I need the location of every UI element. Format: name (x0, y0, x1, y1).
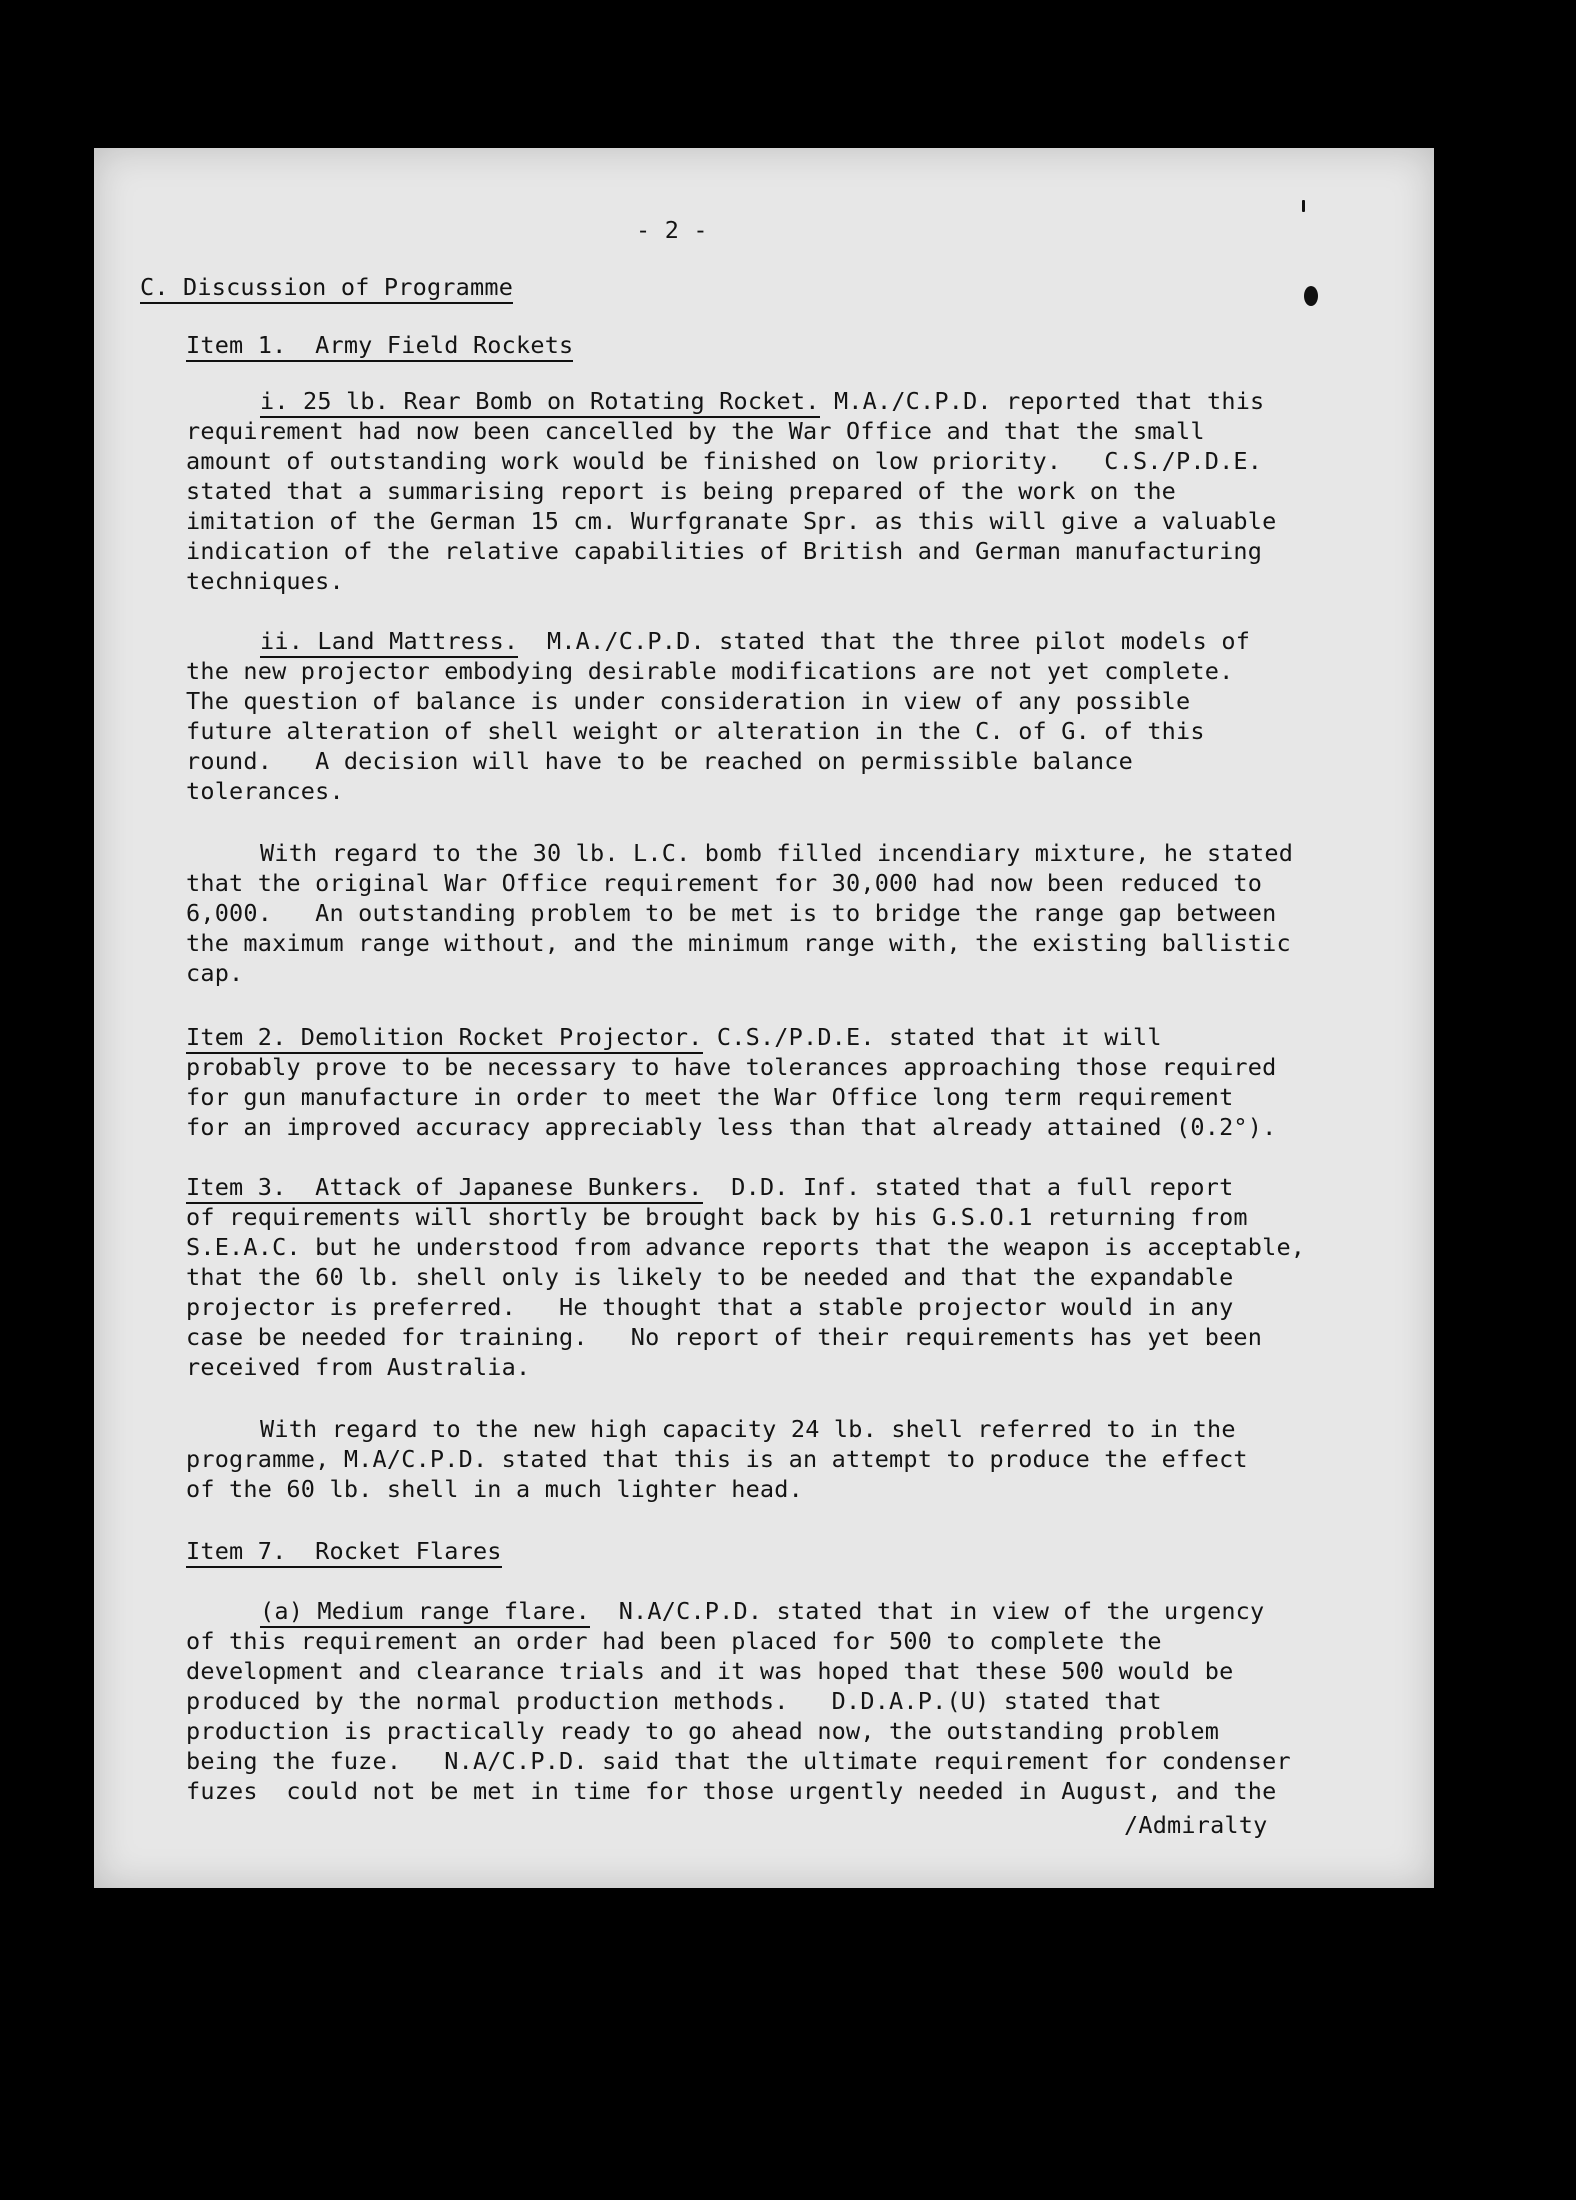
text-line: that the 60 lb. shell only is likely to be needed and that the expandable (186, 1263, 1234, 1291)
text-line: projector is preferred. He thought that a stable projector would in any (186, 1293, 1234, 1321)
text-line: 6,000. An outstanding problem to be met is to bridge the range gap between (186, 899, 1277, 927)
text-line: With regard to the 30 lb. L.C. bomb filled incendiary mixture, he stated (260, 839, 1294, 867)
text-line: of this requirement an order had been placed for 500 to complete the (186, 1627, 1162, 1655)
text-line: fuzes could not be met in time for those urgently needed in August, and the (186, 1777, 1277, 1805)
text-line: amount of outstanding work would be finished on low priority. C.S./P.D.E. (186, 447, 1263, 475)
section-heading (140, 272, 513, 302)
text-line: development and clearance trials and it was hoped that these 500 would be (186, 1657, 1234, 1685)
text-line: future alteration of shell weight or alteration in the C. of G. of this (186, 717, 1205, 745)
text-line: techniques. (186, 567, 344, 595)
text-line: being the fuze. N.A/C.P.D. said that the ultimate requirement for condenser (186, 1747, 1291, 1775)
text-line: The question of balance is under consideration in view of any possible (186, 687, 1191, 715)
page-number: - 2 - (636, 216, 708, 244)
text-line: case be needed for training. No report of their requirements has yet been (186, 1323, 1263, 1351)
item7-a-first-line (260, 1596, 1264, 1626)
item3-first-line (186, 1172, 1233, 1202)
text-line: produced by the normal production methods. D.D.A.P.(U) stated that (186, 1687, 1162, 1715)
section-heading-text: C. Discussion of Programme (140, 273, 513, 304)
text-line: that the original War Office requirement for 30,000 had now been reduced to (186, 869, 1263, 897)
text-line: the maximum range without, and the minimum range with, the existing ballistic (186, 929, 1291, 957)
text-line: for gun manufacture in order to meet the War Office long term requirement (186, 1083, 1234, 1111)
text-line: imitation of the German 15 cm. Wurfgranate Spr. as this will give a valuable (186, 507, 1277, 535)
text-line: received from Australia. (186, 1353, 531, 1381)
item1-heading-text: Item 1. Army Field Rockets (186, 331, 573, 362)
text-line: probably prove to be necessary to have tolerances approaching those required (186, 1053, 1277, 1081)
item2-first-line (186, 1022, 1162, 1052)
item7-heading (186, 1536, 502, 1566)
item7-heading-text: Item 7. Rocket Flares (186, 1537, 502, 1568)
text-line: of requirements will shortly be brought back by his G.S.O.1 returning from (186, 1203, 1248, 1231)
text-line: of the 60 lb. shell in a much lighter head. (186, 1475, 803, 1503)
ink-speck (1304, 286, 1318, 306)
text-line: for an improved accuracy appreciably less than that already attained (0.2°). (186, 1113, 1277, 1141)
item1-i-title: i. 25 lb. Rear Bomb on Rotating Rocket. (260, 387, 820, 418)
text-line: indication of the relative capabilities of British and German manufacturing (186, 537, 1263, 565)
text-line: round. A decision will have to be reached on permissible balance (186, 747, 1133, 775)
text-line: stated that a summarising report is being prepared of the work on the (186, 477, 1177, 505)
text-line: programme, M.A/C.P.D. stated that this is an attempt to produce the effect (186, 1445, 1248, 1473)
text-line: M.A./C.P.D. reported that this (819, 387, 1265, 415)
item3-heading: Item 3. Attack of Japanese Bunkers. (186, 1173, 703, 1204)
text-line: D.D. Inf. stated that a full report (702, 1173, 1234, 1201)
text-line: M.A./C.P.D. stated that the three pilot models of (518, 627, 1251, 655)
item1-heading (186, 330, 573, 360)
text-line: tolerances. (186, 777, 344, 805)
ink-speck (1302, 200, 1305, 212)
text-line: the new projector embodying desirable modifications are not yet complete. (186, 657, 1234, 685)
item1-ii-first-line (260, 626, 1250, 656)
catchword: /Admiralty (1124, 1811, 1268, 1839)
text-line: C.S./P.D.E. stated that it will (702, 1023, 1162, 1051)
item2-heading: Item 2. Demolition Rocket Projector. (186, 1023, 703, 1054)
item1-ii-title: ii. Land Mattress. (260, 627, 518, 658)
text-line: cap. (186, 959, 244, 987)
text-line: production is practically ready to go ahead now, the outstanding problem (186, 1717, 1220, 1745)
item7-a-title: (a) Medium range flare. (260, 1597, 590, 1628)
text-line: With regard to the new high capacity 24 lb. shell referred to in the (260, 1415, 1236, 1443)
text-line: S.E.A.C. but he understood from advance reports that the weapon is acceptable, (186, 1233, 1306, 1261)
text-line: N.A/C.P.D. stated that in view of the urgency (590, 1597, 1265, 1625)
item1-i-first-line (260, 386, 1264, 416)
text-line: requirement had now been cancelled by the War Office and that the small (186, 417, 1205, 445)
